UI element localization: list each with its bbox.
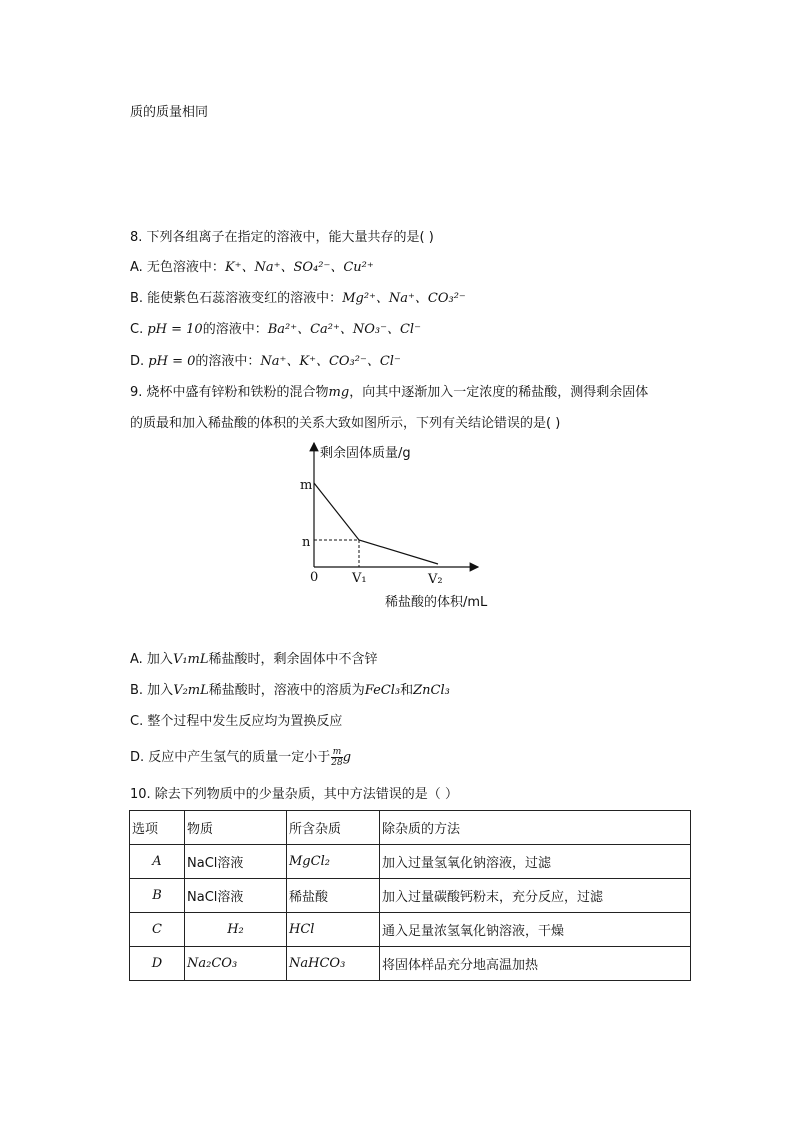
q9-d-text: D. 反应中产生氢气的质量一定小于 — [130, 750, 331, 765]
x-axis-label: 稀盐酸的体积/mL — [385, 595, 488, 610]
fraction-numerator: m — [332, 747, 342, 757]
option-a-text: A. 无色溶液中： — [130, 260, 225, 275]
option-d-ions: Na⁺、K⁺、CO₃²⁻、Cl⁻ — [260, 354, 401, 369]
q9-b-formula-2: ZnCl₃ — [413, 683, 450, 698]
header-substance: 物质 — [185, 811, 287, 845]
q9-stem-part-1: 9. 烧杯中盛有锌粉和铁粉的混合物 — [130, 385, 329, 400]
row-method: 通入足量浓氢氧化钠溶液，干燥 — [380, 913, 691, 947]
header-option: 选项 — [130, 811, 185, 845]
row-impurity: NaHCO₃ — [287, 947, 380, 981]
fraction-denominator: 28 — [331, 758, 343, 768]
table-row[interactable] — [130, 879, 691, 913]
option-c-text: C. — [130, 322, 148, 337]
question-9-option-a[interactable] — [130, 651, 378, 669]
question-8-option-b[interactable] — [130, 290, 466, 308]
y-tick-label-m: m — [300, 478, 313, 493]
row-option: D — [130, 947, 185, 981]
y-tick-label-n: n — [302, 535, 311, 550]
q9-a-volume: V₁mL — [172, 652, 209, 667]
question-8-option-d[interactable] — [130, 353, 401, 371]
q9-b-volume: V₂mL — [173, 683, 209, 698]
header-method: 除杂质的方法 — [380, 811, 691, 845]
row-impurity: 稀盐酸 — [287, 879, 380, 913]
x-tick-label-v2: V₂ — [428, 572, 443, 587]
mass-volume-graph — [280, 440, 510, 620]
table-header-row — [130, 811, 691, 845]
row-substance: H₂ — [185, 913, 287, 947]
y-axis-label: 剩余固体质量/g — [320, 446, 411, 461]
option-d-condition: pH = 0 — [148, 354, 196, 369]
option-c-mid: 的溶液中： — [202, 322, 268, 337]
question-9-option-c[interactable]: C. 整个过程中发生反应均为置换反应 — [130, 714, 343, 729]
mass-curve — [314, 483, 438, 564]
question-8-option-c[interactable] — [130, 321, 421, 339]
q9-stem-mass: mg — [328, 385, 350, 400]
row-option: C — [130, 913, 185, 947]
row-method: 将固体样品充分地高温加热 — [380, 947, 691, 981]
row-method: 加入过量碳酸钙粉末，充分反应，过滤 — [380, 879, 691, 913]
option-c-ions: Ba²⁺、Ca²⁺、NO₃⁻、Cl⁻ — [267, 322, 421, 337]
x-tick-label-v1: V₁ — [352, 571, 367, 586]
row-substance: NaCl溶液 — [185, 879, 287, 913]
question-7-continuation: 质的质量相同 — [130, 105, 209, 120]
question-9-option-d[interactable] — [130, 747, 351, 768]
q9-a-text-1: A. 加入 — [130, 652, 173, 667]
q9-b-text-2: 稀盐酸时，溶液中的溶质为 — [208, 683, 365, 698]
question-9-stem-line-1 — [130, 384, 648, 402]
q9-b-text-3: 和 — [400, 683, 414, 698]
table-row[interactable] — [130, 947, 691, 981]
q9-d-unit: g — [342, 750, 352, 765]
option-d-mid: 的溶液中： — [195, 354, 261, 369]
origin-label: 0 — [310, 570, 319, 585]
row-method: 加入过量氢氧化钠溶液，过滤 — [380, 845, 691, 879]
row-option: B — [130, 879, 185, 913]
table-row[interactable] — [130, 913, 691, 947]
q9-a-text-2: 稀盐酸时，剩余固体中不含锌 — [208, 652, 378, 667]
question-9-stem-line-2: 的质最和加入稀盐酸的体积的关系大致如图所示，下列有关结论错误的是( ) — [130, 416, 561, 431]
q9-b-text-1: B. 加入 — [130, 683, 174, 698]
question-8-stem: 8. 下列各组离子在指定的溶液中，能大量共存的是( ) — [130, 230, 434, 245]
option-a-ions: K⁺、Na⁺、SO₄²⁻、Cu²⁺ — [224, 260, 374, 275]
question-10-stem: 10. 除去下列物质中的少量杂质，其中方法错误的是（ ） — [130, 787, 458, 802]
row-substance: NaCl溶液 — [185, 845, 287, 879]
q9-d-fraction — [331, 747, 342, 768]
row-impurity: HCl — [287, 913, 380, 947]
row-option: A — [130, 845, 185, 879]
q9-stem-part-2: ，向其中逐渐加入一定浓度的稀盐酸，测得剩余固体 — [349, 385, 649, 400]
impurity-removal-table — [129, 810, 691, 981]
table-row[interactable] — [130, 845, 691, 879]
option-b-text: B. 能使紫色石蕊溶液变红的溶液中： — [130, 291, 343, 306]
option-d-text: D. — [130, 354, 149, 369]
row-impurity: MgCl₂ — [287, 845, 380, 879]
question-8-option-a[interactable] — [130, 259, 374, 277]
option-b-ions: Mg²⁺、Na⁺、CO₃²⁻ — [342, 291, 466, 306]
question-9-option-b[interactable] — [130, 682, 450, 700]
q9-b-formula-1: FeCl₃ — [364, 683, 401, 698]
option-c-condition: pH = 10 — [147, 322, 203, 337]
header-impurity: 所含杂质 — [287, 811, 380, 845]
row-substance: Na₂CO₃ — [185, 947, 287, 981]
